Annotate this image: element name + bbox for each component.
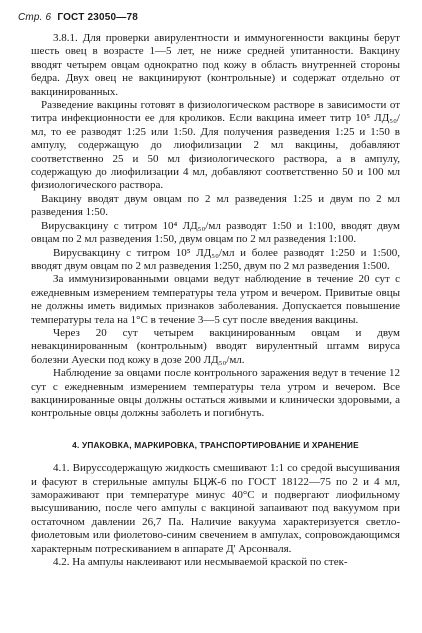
standard-code: ГОСТ 23050—78 — [57, 12, 139, 23]
paragraph-3-8-1: 3.8.1. Для проверки авирулентности и иммуногенности вакцины берут шесть овец в возрасте 1—5 лет, не ниже средней упитанности. Вакцину вводят четырем овцам однократно под кожу в область внутренней стороны бедра. Двух овец не вакцинируют (контрольные) и содержат отдельно от вакцинированных. — [31, 32, 400, 98]
paragraph-4-1: 4.1. Вируссодержащую жидкость смешивают 1:1 со средой высушивания и фасуют в стерильные ампулы БЦЖ-6 по ГОСТ 18122—75 по 2 и 4 мл, замораживают при температуре минус 40°С и подвергают лиофильному высушиванию, после чего ампулы с вакциной запаивают под вакуумом при остаточном давлении 26,7 Па. Наличие вакуума характеризуется светло-фиолетовым или фиолетово-синим свечением в ампулах, сопровождающимся характерным потрескиванием в аппарате Д' Арсонваля. — [31, 462, 400, 555]
section-heading: 4. УПАКОВКА, МАРКИРОВКА, ТРАНСПОРТИРОВАНИЕ И ХРАНЕНИЕ — [72, 439, 359, 450]
paragraph-dilution: Разведение вакцины готовят в физиологическом растворе в зависимости от титра инфекционности ее для кроликов. Если вакцина имеет титр 10⁵ ЛД₅₀/мл, то ее разводят 1:25 или 1:50. Для получения разведения 1:25 и 1:50 в ампулу, содержащую до лиофилизации 2 мл вакцины, добавляют соответственно 25 и 50 мл физиологического раствора, а в ампулу, содержащую до лиофилизации 4 мл, добавляют соответственно 50 и 100 мл физиологического раствора. — [31, 99, 400, 192]
paragraph-titer-10-4: Вирусвакцину с титром 10⁴ ЛД₅₀/мл разводят 1:50 и 1:100, вводят двум овцам по 2 мл разведения 1:50, двум овцам по 2 мл разведения 1:100. — [31, 219, 400, 246]
paragraph-challenge: Через 20 сут четырем вакцинированным овцам и двум невакцинированным (контрольным) вводят вирулентный штамм вируса болезни Ауески под кожу в дозе 200 ЛД₅₀/мл. — [31, 326, 400, 366]
paragraph-observation: За иммунизированными овцами ведут наблюдение в течение 20 сут с ежедневным измерением температуры тела утром и вечером. Привитые овцы не должны иметь видимых признаков заболевания. Допускается повышение температуры тела на 1°С в течение 3—5 сут после введения вакцины. — [31, 273, 400, 326]
paragraph-dose-1: Вакцину вводят двум овцам по 2 мл разведения 1:25 и двум по 2 мл разведения 1:50. — [31, 192, 400, 219]
paragraph-4-2: 4.2. На ампулы наклеивают или несмываемой краской по стек- — [53, 556, 348, 569]
paragraph-titer-10-5: Вирусвакцину с титром 10⁵ ЛД₅₀/мл и более разводят 1:250 и 1:500, вводят двум овцам по 2 мл разведения 1:250, двум по 2 мл разведения 1:500. — [31, 246, 400, 272]
page-number: Стр. 6 — [18, 12, 52, 23]
page-header — [18, 12, 138, 23]
paragraph-post-challenge: Наблюдение за овцами после контрольного заражения ведут в течение 12 сут с ежедневным измерением температуры тела утром и вечером. Все вакцинированные овцы должны остаться живыми и клинически здоровыми, а контрольные овцы должны заболеть и погибнуть. — [31, 367, 400, 420]
document-body — [31, 32, 400, 569]
